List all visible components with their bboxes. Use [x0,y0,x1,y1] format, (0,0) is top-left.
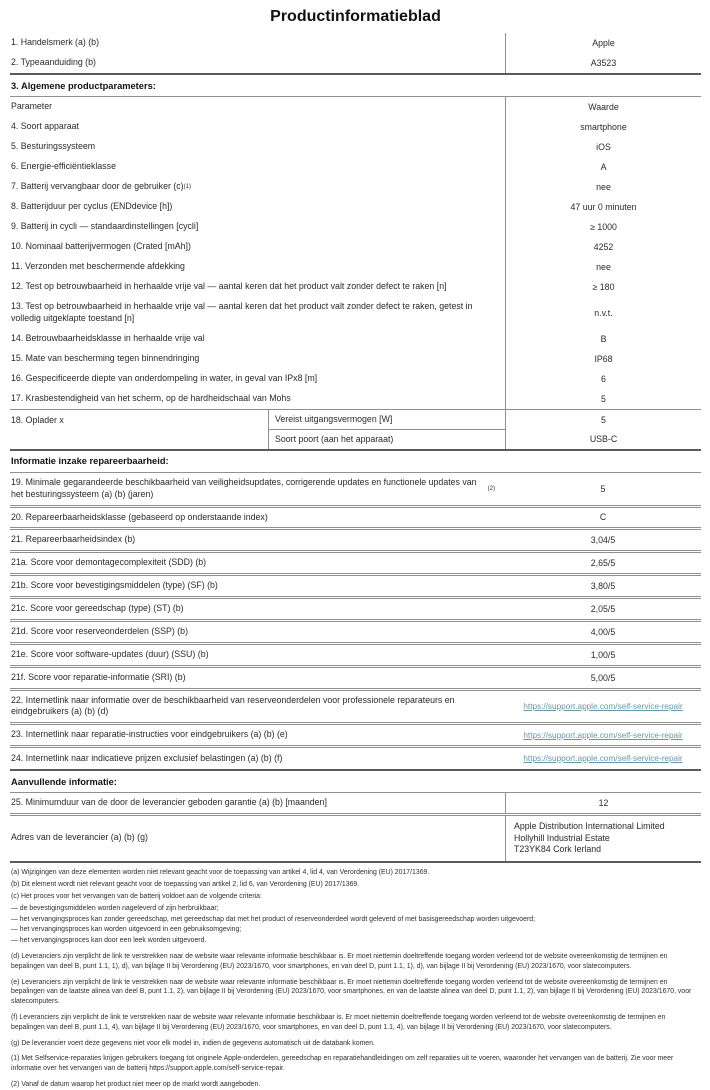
row-value: ≥ 180 [505,277,701,297]
row-label: 20. Repareerbaarheidsklasse (gebaseerd op onderstaande index) [11,511,268,522]
row-value: 12 [505,793,701,813]
address-line: T23YK84 Cork Ierland [514,844,602,855]
footnote: (e) Leveranciers zijn verplicht de link te verstrekken naar de website waar relevante informatie beschikbaar is. Er moet niettemin doeltreffende toegang worden verleend tot de website overeenkomstig de termijnen en bepalingen van de laatste alinea van deel B, punt 1.1, 2), van bijlage II bij Verordening (EU) 2023/1670, voor smartphones, en van de laatste alinea van deel D, punt 1.1, 2), van bijlage II bij Verordening (EU) 2023/1670, voor slatecomputers. [11,978,692,1006]
row-value: 4,00/5 [590,626,616,637]
row-value: 47 uur 0 minuten [505,197,701,217]
footnote-criterion: — de bevestigingsmiddelen worden nageleverd of zijn herbruikbaar; [11,904,219,912]
footnote-criterion: — het vervangingsproces kan worden uitgevoerd in een gebruiksomgeving; [11,926,242,934]
row-label: 2. Typeaanduiding (b) [11,57,96,68]
table-row [10,748,701,769]
table-row [10,277,701,297]
row-label: 1. Handelsmerk (a) (b) [11,37,99,48]
row-value: C [599,512,607,523]
row-label: Adres van de leverancier (a) (b) (g) [11,832,148,843]
supplier-address [505,816,701,861]
address-line: Hollyhill Industrial Estate [514,832,610,843]
footnote-criterion: — het vervangingsproces kan zonder gereedschap, met gereedschap dat met het product of reserveonderdeel wordt geleverd of met basisgereedschap worden uitgevoerd; [11,915,536,923]
self-service-repair-link[interactable]: https://support.apple.com/self-service-repair [523,701,683,711]
row-value: iOS [505,137,701,157]
row-value [505,725,701,745]
table-row [10,237,701,257]
row-label: 21f. Score voor reparatie-informatie (SRI) (b) [11,671,186,682]
supplier-address-row [10,816,701,863]
table-row [10,599,701,622]
row-value: n.v.t. [505,297,701,329]
table-row [10,297,701,329]
section-header-general: 3. Algemene productparameters: [10,73,701,97]
table-row [10,530,701,553]
row-value: A [505,157,701,177]
row-value: 5 [600,483,606,494]
page-title: Productinformatieblad [270,8,441,25]
footnote-criterion: — het vervangingsproces kan door een leek worden uitgevoerd. [11,937,207,945]
row-label: 21. Repareerbaarheidsindex (b) [11,534,136,545]
section-header-repairability: Informatie inzake repareerbaarheid: [10,449,701,473]
row-label: 19. Minimale gegarandeerde beschikbaarheid van veiligheidsupdates, corrigerende updates en functionele updates van het besturingssysteem (a) (b) (jaren) (2) [11,476,495,499]
column-header-row [10,97,701,117]
charger-subrow-param: Vereist uitgangsvermogen [W] [268,410,505,430]
row-value: 5 [505,389,701,409]
row-label: 7. Batterij vervangbaar door de gebruiker (c) (1) [11,181,191,192]
row-label: 8. Batterijduur per cyclus (ENDdevice [h]) [11,201,173,212]
charger-subrow-param: Soort poort (aan het apparaat) [268,430,505,449]
row-label: 6. Energie-efficiëntieklasse [11,161,116,172]
row-value: Apple [505,33,701,53]
column-header-parameter: Parameter [11,101,53,112]
table-row [10,691,701,726]
table-row [10,349,701,369]
row-value: 6 [505,369,701,389]
row-label: 4. Soort apparaat [11,121,79,132]
row-label: 11. Verzonden met beschermende afdekking [11,261,185,272]
row-label: 21c. Score voor gereedschap (type) (ST) (b) [11,603,184,613]
table-row [10,473,701,508]
table-row [10,117,701,137]
table-row [10,257,701,277]
row-value: 2,05/5 [590,603,616,614]
table-row [10,645,701,668]
table-row [10,725,701,748]
row-value: 1,00/5 [590,649,616,660]
footnote: (d) Leveranciers zijn verplicht de link te verstrekken naar de website waar relevante informatie beschikbaar is. Er moet niettemin doeltreffende toegang worden verleend tot de website overeenkomstig de termijnen en bepalingen van deel B, punt 1.1, 1), d), van bijlage II bij Verordening (EU) 2023/1670, voor smartphones, en van deel D, punt 1.1, 1), d), van bijlage II bij Verordening (EU) 2023/1670, voor slatecomputers. [11,952,668,970]
table-row [10,576,701,599]
table-row [10,793,701,816]
row-label: 23. Internetlink naar reparatie-instructies voor eindgebruikers (a) (b) (e) [11,729,288,740]
table-row [10,369,701,389]
row-value: A3523 [505,53,701,73]
row-label: 10. Nominaal batterijvermogen (Crated [mAh]) [11,241,191,252]
row-label: 12. Test op betrouwbaarheid in herhaalde vrije val — aantal keren dat het product valt zonder defect te raken [n] [11,281,447,292]
row-label: 17. Krasbestendigheid van het scherm, op de hardheidschaal van Mohs [11,392,291,403]
table-row [10,53,701,73]
row-value: 3,04/5 [590,535,616,546]
row-label: 25. Minimumduur van de door de leverancier geboden garantie (a) (b) [maanden] [11,797,327,808]
footnote: (f) Leveranciers zijn verplicht de link te verstrekken naar de website waar relevante informatie beschikbaar is. Er moet niettemin doeltreffende toegang worden verleend tot de website overeenkomstig de termijnen en bepalingen van deel B, punt 1.1, 4), van bijlage II bij Verordening (EU) 2023/1670, voor smartphones, en van deel D, punt 1.1, 4), van bijlage II bij Verordening (EU) 2023/1670, voor slatecomputers. [11,1013,666,1031]
row-value: 4252 [505,237,701,257]
charger-row-block [10,409,701,449]
self-service-repair-link[interactable]: https://support.apple.com/self-service-repair [523,730,683,740]
column-header-waarde: Waarde [505,97,701,117]
row-value: IP68 [505,349,701,369]
footnote: (2) Vanaf de datum waarop het product niet meer op de markt wordt aangeboden. [11,1080,261,1088]
row-value: nee [505,177,701,197]
table-row [10,33,701,53]
footnote: (g) De leverancier voert deze gegevens niet voor elk model in, indien de gegevens automatisch uit de databank komen. [11,1039,375,1047]
row-value: smartphone [505,117,701,137]
footnote: (c) Het proces voor het vervangen van de batterij voldoet aan de volgende criteria: [11,892,262,900]
row-label: 13. Test op betrouwbaarheid in herhaalde vrije val — aantal keren dat het product valt zonder defect te raken, getest in volledig uitgeklapte toestand [n] [11,301,473,323]
footnote: (a) Wijzigingen van deze elementen worden niet relevant geacht voor de toepassing van artikel 4, lid 4, van Verordening (EU) 2017/1369. [11,868,430,876]
footnotes-section [10,863,701,1090]
row-label: 21a. Score voor demontagecomplexiteit (SDD) (b) [11,557,207,568]
row-value [505,691,701,723]
address-line: Apple Distribution International Limited [514,821,665,831]
row-value: 5,00/5 [590,672,616,683]
table-row [10,329,701,349]
charger-subrow-value: USB-C [505,430,701,449]
row-label: 18. Oplader x [11,414,64,425]
row-label: 5. Besturingssysteem [11,141,96,152]
row-label: 21b. Score voor bevestigingsmiddelen (type) (SF) (b) [11,580,218,591]
table-row [10,157,701,177]
footnote: (1) Met Selfservice-reparaties krijgen gebruikers toegang tot originele Apple-onderdelen, gereedschap en reparatiehandleidingen om zelf reparaties uit te voeren, waaronder het vervangen van de batterij. Zie voor meer informatie over het vervangen van de batterij https://support.apple.com/self-service-repair. [11,1055,674,1073]
table-row [10,553,701,576]
row-value [505,748,701,769]
table-row [10,622,701,645]
row-label: 22. Internetlink naar informatie over de beschikbaarheid van reserveonderdelen voor professionele reparateurs en eindgebruikers (a) (b) (d) [11,694,455,717]
section-header-additional: Aanvullende informatie: [10,769,701,793]
self-service-repair-link[interactable]: https://support.apple.com/self-service-repair [523,754,683,764]
row-label: 9. Batterij in cycli — standaardinstellingen [cycli] [11,221,199,232]
row-label: 21d. Score voor reserveonderdelen (SSP) (b) [11,625,189,636]
table-row [10,508,701,531]
table-row [10,668,701,691]
row-label: 24. Internetlink naar indicatieve prijzen exclusief belastingen (a) (b) (f) [11,752,283,763]
row-value: ≥ 1000 [505,217,701,237]
row-value: 2,65/5 [590,558,616,569]
row-value: 3,80/5 [590,581,616,592]
row-label: 15. Mate van bescherming tegen binnendringing [11,352,200,363]
table-row [10,217,701,237]
row-value: B [505,329,701,349]
row-label: 14. Betrouwbaarheidsklasse in herhaalde vrije val [11,332,205,343]
row-label: 21e. Score voor software-updates (duur) (SSU) (b) [11,648,209,659]
table-row [10,389,701,409]
footnote: (b) Dit element wordt niet relevant geacht voor de toepassing van artikel 2, lid 6, van Verordening (EU) 2017/1369. [11,880,360,888]
row-value: nee [505,257,701,277]
charger-subrow-value: 5 [505,410,701,430]
table-row [10,177,701,197]
table-row [10,197,701,217]
row-label: 16. Gespecificeerde diepte van onderdompeling in water, in geval van IPx8 [m] [11,372,318,383]
table-row [10,137,701,157]
